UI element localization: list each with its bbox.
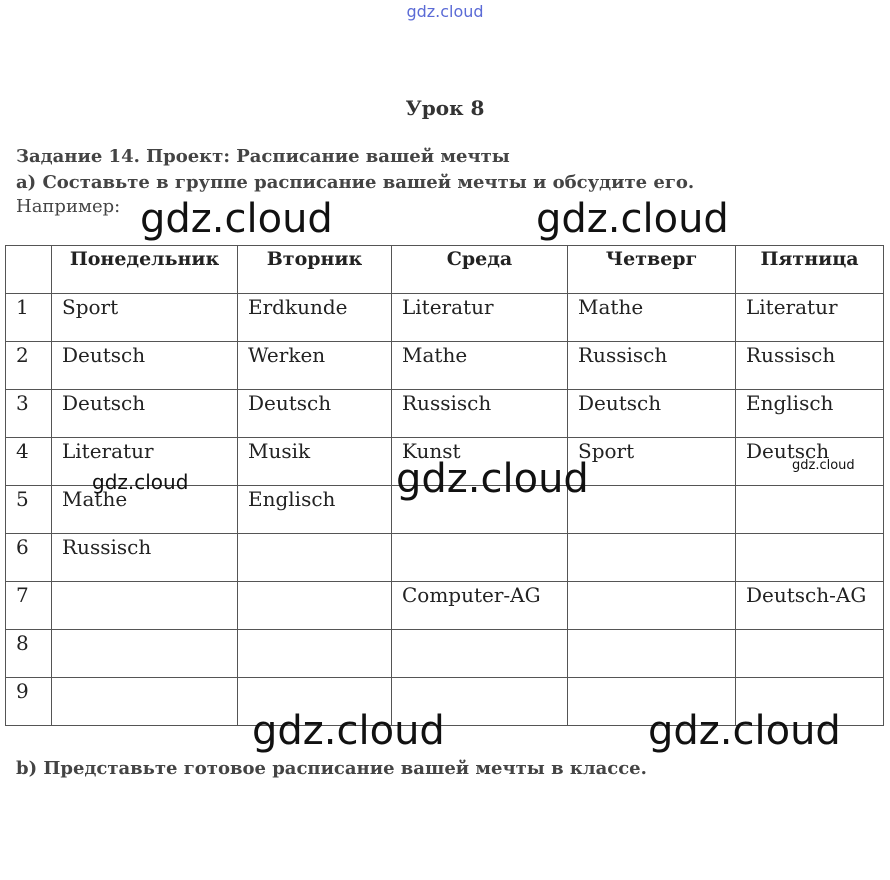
- table-cell: [736, 486, 884, 534]
- table-cell: Literatur: [392, 294, 568, 342]
- lesson-number-cell: 9: [6, 678, 52, 726]
- table-cell: [392, 534, 568, 582]
- header-cell-thursday: Четверг: [568, 246, 736, 294]
- table-row: [6, 294, 884, 342]
- table-cell: Russisch: [52, 534, 238, 582]
- table-cell: [52, 582, 238, 630]
- table-row: [6, 582, 884, 630]
- table-cell: [568, 486, 736, 534]
- lesson-number-cell: 3: [6, 390, 52, 438]
- watermark: gdz.cloud: [140, 196, 333, 242]
- lesson-number-cell: 5: [6, 486, 52, 534]
- table-cell: Russisch: [736, 342, 884, 390]
- table-cell: Deutsch: [568, 390, 736, 438]
- table-cell: Deutsch-AG: [736, 582, 884, 630]
- task-title: Задание 14. Проект: Расписание вашей мечты: [16, 146, 510, 167]
- table-header-row: [6, 246, 884, 294]
- table-cell: Mathe: [568, 294, 736, 342]
- watermark: gdz.cloud: [792, 458, 855, 473]
- task-b-instruction: b) Представьте готовое расписание вашей мечты в классе.: [16, 758, 647, 779]
- table-cell: Computer-AG: [392, 582, 568, 630]
- table-cell: Russisch: [392, 390, 568, 438]
- header-cell-friday: Пятница: [736, 246, 884, 294]
- table-cell: [568, 582, 736, 630]
- table-cell: Literatur: [52, 438, 238, 486]
- table-cell: [238, 534, 392, 582]
- header-cell-wednesday: Среда: [392, 246, 568, 294]
- table-cell: Englisch: [736, 390, 884, 438]
- table-cell: Deutsch: [52, 390, 238, 438]
- table-cell: [52, 678, 238, 726]
- lesson-number-cell: 4: [6, 438, 52, 486]
- table-cell: [52, 630, 238, 678]
- watermark: gdz.cloud: [536, 196, 729, 242]
- table-row: [6, 630, 884, 678]
- watermark: gdz.cloud: [648, 708, 841, 754]
- header-cell-tuesday: Вторник: [238, 246, 392, 294]
- table-cell: [238, 582, 392, 630]
- lesson-number-cell: 2: [6, 342, 52, 390]
- table-cell: [392, 630, 568, 678]
- table-cell: Musik: [238, 438, 392, 486]
- header-cell-number: [6, 246, 52, 294]
- table-cell: Sport: [568, 438, 736, 486]
- lesson-number-cell: 1: [6, 294, 52, 342]
- watermark: gdz.cloud: [396, 456, 589, 502]
- watermark: gdz.cloud: [92, 470, 189, 494]
- table-cell: Russisch: [568, 342, 736, 390]
- table-cell: Englisch: [238, 486, 392, 534]
- header-cell-monday: Понедельник: [52, 246, 238, 294]
- table-cell: Sport: [52, 294, 238, 342]
- table-cell: [736, 630, 884, 678]
- lesson-number-cell: 8: [6, 630, 52, 678]
- table-cell: Kunst: [392, 438, 568, 486]
- table-row: [6, 534, 884, 582]
- table-cell: [568, 630, 736, 678]
- table-cell: [238, 630, 392, 678]
- table-row: [6, 342, 884, 390]
- lesson-number-cell: 6: [6, 534, 52, 582]
- watermark: gdz.cloud: [252, 708, 445, 754]
- table-cell: [736, 534, 884, 582]
- table-cell: Werken: [238, 342, 392, 390]
- table-cell: [568, 534, 736, 582]
- table-cell: Erdkunde: [238, 294, 392, 342]
- table-cell: Deutsch: [736, 438, 884, 486]
- table-cell: Mathe: [392, 342, 568, 390]
- table-cell: Literatur: [736, 294, 884, 342]
- lesson-title: Урок 8: [405, 96, 485, 120]
- example-label: Например:: [16, 196, 121, 217]
- table-cell: Deutsch: [238, 390, 392, 438]
- table-cell: Deutsch: [52, 342, 238, 390]
- table-row: [6, 390, 884, 438]
- lesson-number-cell: 7: [6, 582, 52, 630]
- watermark-top: gdz.cloud: [406, 2, 484, 21]
- task-a-instruction: а) Составьте в группе расписание вашей мечты и обсудите его.: [16, 172, 695, 193]
- table-cell: Mathe: [52, 486, 238, 534]
